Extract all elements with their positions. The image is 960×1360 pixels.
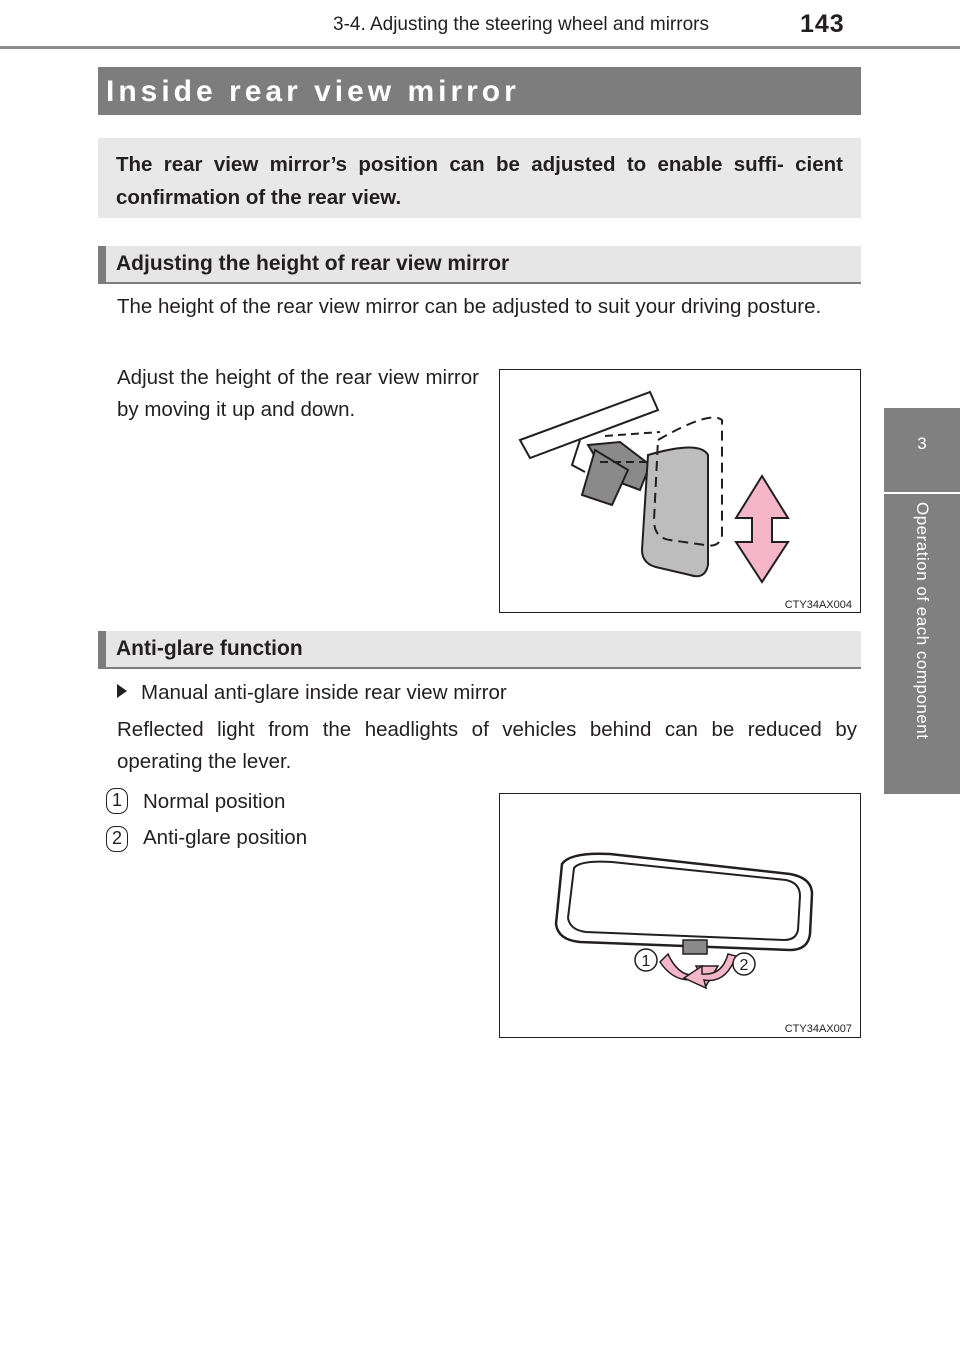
- anti-glare-paragraph: Reflected light from the headlights of vehicles behind can be reduced by operating the lever.: [117, 718, 857, 773]
- item-marker-2: 2: [106, 826, 128, 852]
- page-number: 143: [800, 10, 845, 38]
- figure-callout-2: 2: [739, 957, 749, 974]
- section-title: Inside rear view mirror: [106, 75, 520, 108]
- mirror-lever: [683, 940, 707, 954]
- chapter-tab-label[interactable]: [884, 494, 960, 794]
- bullet-arrow-icon: [117, 684, 127, 698]
- subheading-anti-glare: [98, 631, 861, 669]
- item-marker-1: 1: [106, 788, 128, 814]
- figure-mirror-height: [499, 369, 861, 613]
- anti-glare-mirror-illustration: [500, 794, 860, 1037]
- height-adjust-instruction: Adjust the height of the rear view mirror by moving it up and down.: [117, 366, 479, 421]
- figure-anti-glare: [499, 793, 861, 1038]
- figure-code-height: CTY34AX004: [784, 599, 852, 611]
- running-header-title: 3-4. Adjusting the steering wheel and mirrors: [333, 14, 709, 35]
- anti-glare-bullet: [117, 677, 857, 709]
- section-intro: The rear view mirror’s position can be adjusted to enable suffi- cient confirmation of the rear view.: [98, 138, 861, 218]
- figure-code-anti-glare: CTY34AX007: [784, 1023, 852, 1035]
- chapter-tab-number[interactable]: 3: [884, 408, 960, 492]
- header-divider: [0, 46, 960, 49]
- section-title-banner: [98, 67, 861, 115]
- height-adjust-paragraph: The height of the rear view mirror can be adjusted to suit your driving posture.: [117, 295, 822, 318]
- anti-glare-bullet-text: Manual anti-glare inside rear view mirror: [141, 681, 507, 704]
- subheading-anti-glare-label: Anti-glare function: [116, 637, 303, 660]
- subheading-height-adjust-label: Adjusting the height of rear view mirror: [116, 252, 510, 275]
- subheading-height-adjust: [98, 246, 861, 284]
- mirror-height-illustration: [500, 370, 860, 612]
- item-label-anti-glare: Anti-glare position: [143, 826, 308, 849]
- chapter-tab-title: Operation of each component: [913, 502, 932, 740]
- figure-callout-1: 1: [641, 953, 651, 970]
- item-label-normal: Normal position: [143, 790, 286, 813]
